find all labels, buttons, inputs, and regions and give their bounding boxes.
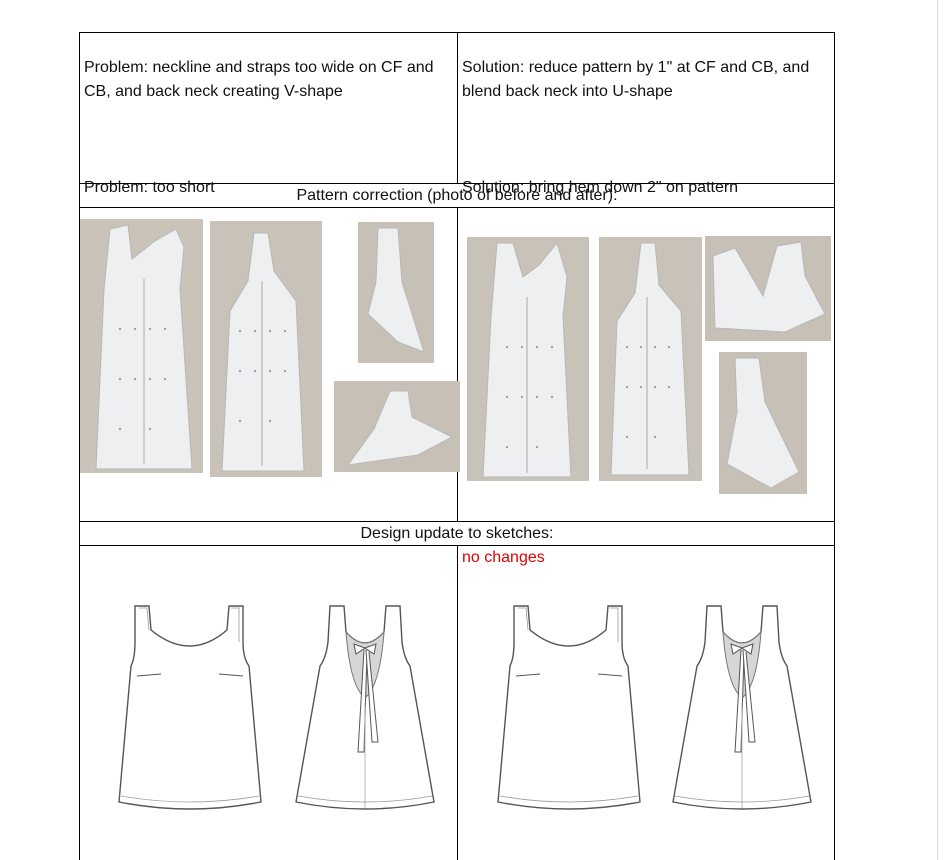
before-back-bodice-photo [210, 221, 322, 477]
before-front-bodice-photo [80, 219, 203, 473]
table-divider-sketches [457, 545, 458, 860]
after-back-facing-photo [719, 352, 807, 494]
problem-text-2: Problem: too short [84, 179, 215, 196]
no-changes-note: no changes [462, 549, 545, 566]
after-front-bodice-photo [467, 237, 589, 481]
pattern-correction-table [79, 32, 835, 860]
back-dress-sketch-left [292, 602, 438, 814]
solution-spacer [462, 128, 832, 152]
solution-text-1: Solution: reduce pattern by 1" at CF and CB, and blend back neck into U-shape [462, 59, 810, 100]
table-rule-3 [79, 521, 835, 522]
table-divider-upper [457, 32, 458, 184]
table-border-right [834, 32, 835, 860]
table-divider-photos [457, 207, 458, 522]
page-edge [937, 0, 938, 860]
front-dress-sketch-right [494, 602, 644, 814]
front-dress-sketch-left [115, 602, 265, 814]
problem-spacer [84, 128, 450, 152]
after-back-bodice-photo [599, 237, 702, 481]
before-front-facing-photo [358, 222, 434, 363]
pattern-correction-heading: Pattern correction (photo of before and after): [296, 187, 618, 204]
design-update-heading: Design update to sketches: [360, 525, 554, 542]
solution-text-2: Solution: bring hem down 2" on pattern [462, 179, 739, 196]
problem-text-1: Problem: neckline and straps too wide on CF and CB, and back neck creating V-shape [84, 59, 434, 100]
after-front-facing-photo [705, 236, 831, 341]
before-back-facing-photo [334, 381, 460, 472]
back-dress-sketch-right [669, 602, 815, 814]
